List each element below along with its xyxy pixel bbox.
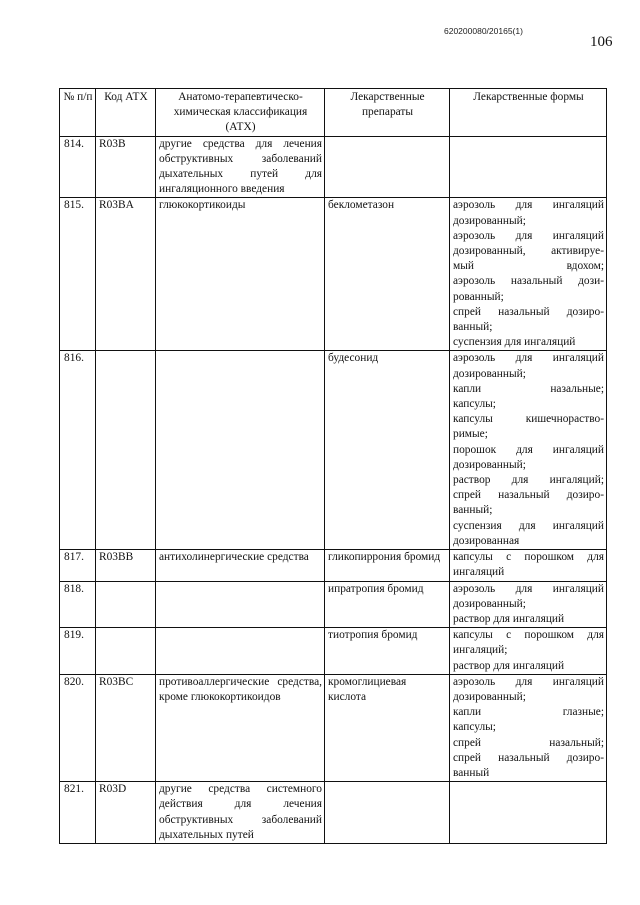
column-header-atc-code: Код АТХ bbox=[96, 89, 156, 137]
dosage-form-line: ингаляций bbox=[453, 566, 505, 579]
dosage-form-line: капли назальные; bbox=[453, 382, 604, 395]
dosage-form-line: аэрозоль для ингаляций bbox=[453, 582, 604, 595]
dosage-forms bbox=[450, 550, 607, 581]
atc-classification: антихолинергические средства bbox=[156, 550, 325, 581]
dosage-form-line: спрей назальный дозиро- bbox=[453, 489, 604, 502]
table-row bbox=[60, 581, 607, 628]
atc-classification: противоаллергические средства, кроме глюкокортикоидов bbox=[156, 674, 325, 781]
dosage-form-line: мый вдохом; bbox=[453, 260, 604, 273]
table-row bbox=[60, 198, 607, 351]
row-number: 819. bbox=[60, 628, 96, 675]
atc-code: R03B bbox=[96, 136, 156, 198]
dosage-form-line: аэрозоль для ингаляций bbox=[453, 199, 604, 212]
drug-name: ипратропия бромид bbox=[325, 581, 450, 628]
dosage-form-line: дозированный; bbox=[453, 214, 526, 227]
dosage-forms bbox=[450, 581, 607, 628]
dosage-form-line: римые; bbox=[453, 428, 488, 441]
atc-code: R03BA bbox=[96, 198, 156, 351]
dosage-form-line: раствор для ингаляций bbox=[453, 612, 565, 625]
atc-code: R03D bbox=[96, 782, 156, 844]
drug-name: кромоглициевая кислота bbox=[325, 674, 450, 781]
row-number: 820. bbox=[60, 674, 96, 781]
dosage-form-line: аэрозоль для ингаляций bbox=[453, 675, 604, 688]
dosage-form-line: раствор для ингаляций; bbox=[453, 474, 604, 487]
column-header-number: № п/п bbox=[60, 89, 96, 137]
dosage-form-line: капсулы; bbox=[453, 398, 496, 411]
table-row bbox=[60, 628, 607, 675]
row-number: 815. bbox=[60, 198, 96, 351]
dosage-form-line: раствор для ингаляций bbox=[453, 659, 565, 672]
dosage-form-line: капсулы кишечнораство- bbox=[453, 413, 604, 426]
atc-code bbox=[96, 581, 156, 628]
dosage-form-line: дозированный; bbox=[453, 458, 526, 471]
dosage-form-line: капсулы с порошком для bbox=[453, 551, 604, 564]
dosage-form-line: суспензия для ингаляций bbox=[453, 336, 576, 349]
row-number: 814. bbox=[60, 136, 96, 198]
dosage-form-line: суспензия для ингаляций bbox=[453, 519, 604, 532]
dosage-form-line: ванный; bbox=[453, 504, 493, 517]
atc-code: R03BB bbox=[96, 550, 156, 581]
drug-name: беклометазон bbox=[325, 198, 450, 351]
atc-classification bbox=[156, 581, 325, 628]
dosage-form-line: спрей назальный дозиро- bbox=[453, 305, 604, 318]
dosage-form-line: ингаляций; bbox=[453, 644, 508, 657]
dosage-form-line: дозированный; bbox=[453, 690, 526, 703]
dosage-form-line: порошок для ингаляций bbox=[453, 443, 604, 456]
column-header-dosage-forms: Лекарственные формы bbox=[450, 89, 607, 137]
dosage-forms bbox=[450, 198, 607, 351]
dosage-form-line: ванный; bbox=[453, 321, 493, 334]
row-number: 821. bbox=[60, 782, 96, 844]
dosage-forms bbox=[450, 351, 607, 550]
page-number: 106 bbox=[590, 34, 613, 50]
atc-classification: глюкокортикоиды bbox=[156, 198, 325, 351]
table-header-row bbox=[60, 89, 607, 137]
table-row bbox=[60, 351, 607, 550]
dosage-forms bbox=[450, 628, 607, 675]
drug-name: тиотропия бромид bbox=[325, 628, 450, 675]
drug-name bbox=[325, 136, 450, 198]
dosage-form-line: дозированная bbox=[453, 534, 520, 547]
drug-name bbox=[325, 782, 450, 844]
dosage-form-line: капсулы; bbox=[453, 721, 496, 734]
dosage-forms bbox=[450, 136, 607, 198]
table-row bbox=[60, 136, 607, 198]
dosage-form-line: дозированный; bbox=[453, 597, 526, 610]
atc-code bbox=[96, 628, 156, 675]
row-number: 818. bbox=[60, 581, 96, 628]
atc-classification: другие средства для лечения обструктивных заболеваний дыхательных путей для ингаляционного введения bbox=[156, 136, 325, 198]
atc-code bbox=[96, 351, 156, 550]
dosage-form-line: аэрозоль для ингаляций bbox=[453, 352, 604, 365]
atc-code: R03BC bbox=[96, 674, 156, 781]
table-row bbox=[60, 674, 607, 781]
drug-name: будесонид bbox=[325, 351, 450, 550]
dosage-form-line: аэрозоль для ингаляций bbox=[453, 229, 604, 242]
column-header-drugs: Лекарственные препараты bbox=[325, 89, 450, 137]
dosage-forms bbox=[450, 674, 607, 781]
dosage-form-line: капсулы с порошком для bbox=[453, 629, 604, 642]
dosage-form-line: спрей назальный; bbox=[453, 736, 604, 749]
dosage-form-line: капли глазные; bbox=[453, 706, 604, 719]
drug-name: гликопиррония бромид bbox=[325, 550, 450, 581]
dosage-form-line: ванный bbox=[453, 766, 490, 779]
dosage-form-line: дозированный; bbox=[453, 367, 526, 380]
atc-classification: другие средства системного действия для лечения обструктивных заболеваний дыхательных путей bbox=[156, 782, 325, 844]
table-row bbox=[60, 550, 607, 581]
dosage-forms bbox=[450, 782, 607, 844]
table-row bbox=[60, 782, 607, 844]
document-code: 620200080/20165(1) bbox=[444, 26, 523, 36]
row-number: 817. bbox=[60, 550, 96, 581]
row-number: 816. bbox=[60, 351, 96, 550]
atc-classification bbox=[156, 628, 325, 675]
dosage-form-line: дозированный, активируе- bbox=[453, 245, 604, 258]
dosage-form-line: спрей назальный дозиро- bbox=[453, 751, 604, 764]
atc-classification bbox=[156, 351, 325, 550]
column-header-atc-classification: Анатомо-терапевтическо-химическая классификация (АТХ) bbox=[156, 89, 325, 137]
drug-table bbox=[59, 88, 607, 844]
dosage-form-line: аэрозоль назальный дози- bbox=[453, 275, 604, 288]
dosage-form-line: рованный; bbox=[453, 290, 504, 303]
